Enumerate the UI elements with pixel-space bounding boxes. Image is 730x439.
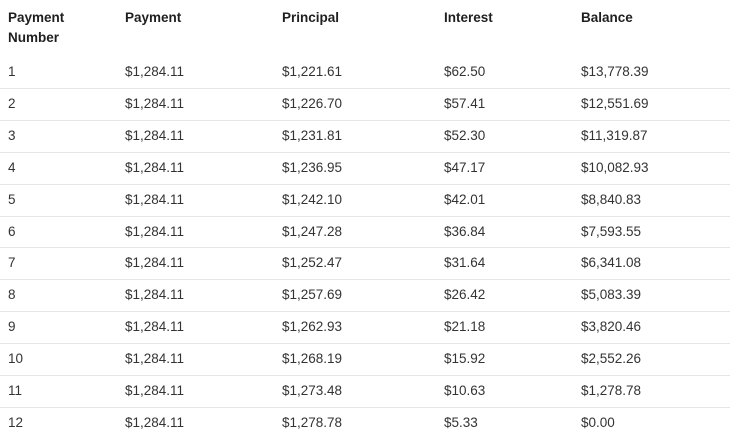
cell-payment: $1,284.11: [125, 64, 185, 80]
cell-principal: $1,273.48: [276, 376, 438, 408]
column-header-balance: Balance: [581, 10, 633, 25]
cell-principal: $1,247.28: [276, 216, 438, 248]
cell-interest: $15.92: [438, 344, 575, 376]
cell-payment-number: 12: [0, 407, 119, 438]
table-header-row: [0, 0, 730, 57]
cell-balance: $6,341.08: [575, 248, 730, 280]
table-body: [0, 57, 730, 439]
cell-payment: $1,284.11: [119, 344, 276, 376]
cell-payment-number: 11: [0, 376, 119, 408]
cell-payment-number: 5: [0, 184, 119, 216]
cell-payment-number: 6: [0, 216, 119, 248]
cell-balance: $8,840.83: [575, 184, 730, 216]
cell-payment-number: 2: [0, 89, 119, 121]
cell-balance: $12,551.69: [575, 89, 730, 121]
column-header-payment-number: Payment Number: [8, 10, 65, 45]
cell-interest: $62.50: [444, 64, 486, 80]
table-header: [0, 0, 730, 57]
cell-payment: $1,284.11: [119, 280, 276, 312]
cell-payment: $1,284.11: [119, 89, 276, 121]
cell-payment-number: 3: [0, 120, 119, 152]
cell-principal: $1,262.93: [276, 312, 438, 344]
table-row: [0, 248, 730, 280]
table-row: [0, 57, 730, 88]
cell-payment: $1,284.11: [119, 120, 276, 152]
cell-balance: $3,820.46: [575, 312, 730, 344]
cell-balance: $11,319.87: [575, 120, 730, 152]
table-row: [0, 407, 730, 438]
cell-payment: $1,284.11: [119, 184, 276, 216]
cell-payment-number: 8: [0, 280, 119, 312]
cell-payment: $1,284.11: [119, 216, 276, 248]
cell-interest: $21.18: [438, 312, 575, 344]
cell-payment-number: 1: [8, 64, 16, 80]
cell-interest: $10.63: [438, 376, 575, 408]
table-row: [0, 89, 730, 121]
cell-interest: $52.30: [438, 120, 575, 152]
table-row: [0, 344, 730, 376]
table-row: [0, 376, 730, 408]
cell-payment: $1,284.11: [119, 376, 276, 408]
cell-payment: $1,284.11: [119, 407, 276, 438]
cell-interest: $31.64: [438, 248, 575, 280]
cell-balance: $5,083.39: [575, 280, 730, 312]
table-row: [0, 184, 730, 216]
cell-principal: $1,236.95: [276, 152, 438, 184]
cell-balance: $2,552.26: [575, 344, 730, 376]
cell-principal: $1,278.78: [276, 407, 438, 438]
cell-interest: $36.84: [438, 216, 575, 248]
column-header-interest: Interest: [444, 10, 493, 25]
cell-payment: $1,284.11: [119, 152, 276, 184]
table-row: [0, 280, 730, 312]
cell-principal: $1,252.47: [276, 248, 438, 280]
cell-principal: $1,231.81: [276, 120, 438, 152]
cell-interest: $47.17: [438, 152, 575, 184]
cell-principal: $1,268.19: [276, 344, 438, 376]
table-row: [0, 120, 730, 152]
column-header-principal: Principal: [282, 10, 340, 25]
cell-payment: $1,284.11: [119, 248, 276, 280]
cell-balance: $1,278.78: [575, 376, 730, 408]
table-row: [0, 216, 730, 248]
cell-balance: $13,778.39: [581, 64, 649, 80]
cell-payment-number: 10: [0, 344, 119, 376]
cell-payment-number: 4: [0, 152, 119, 184]
cell-principal: $1,221.61: [282, 64, 343, 80]
cell-payment-number: 9: [0, 312, 119, 344]
cell-payment-number: 7: [0, 248, 119, 280]
cell-principal: $1,226.70: [276, 89, 438, 121]
table-row: [0, 312, 730, 344]
cell-balance: $0.00: [575, 407, 730, 438]
column-header-payment: Payment: [125, 10, 182, 25]
cell-interest: $5.33: [438, 407, 575, 438]
table-row: [0, 152, 730, 184]
cell-interest: $57.41: [438, 89, 575, 121]
cell-principal: $1,257.69: [276, 280, 438, 312]
cell-payment: $1,284.11: [119, 312, 276, 344]
cell-balance: $7,593.55: [575, 216, 730, 248]
cell-balance: $10,082.93: [575, 152, 730, 184]
cell-principal: $1,242.10: [276, 184, 438, 216]
cell-interest: $26.42: [438, 280, 575, 312]
cell-interest: $42.01: [438, 184, 575, 216]
